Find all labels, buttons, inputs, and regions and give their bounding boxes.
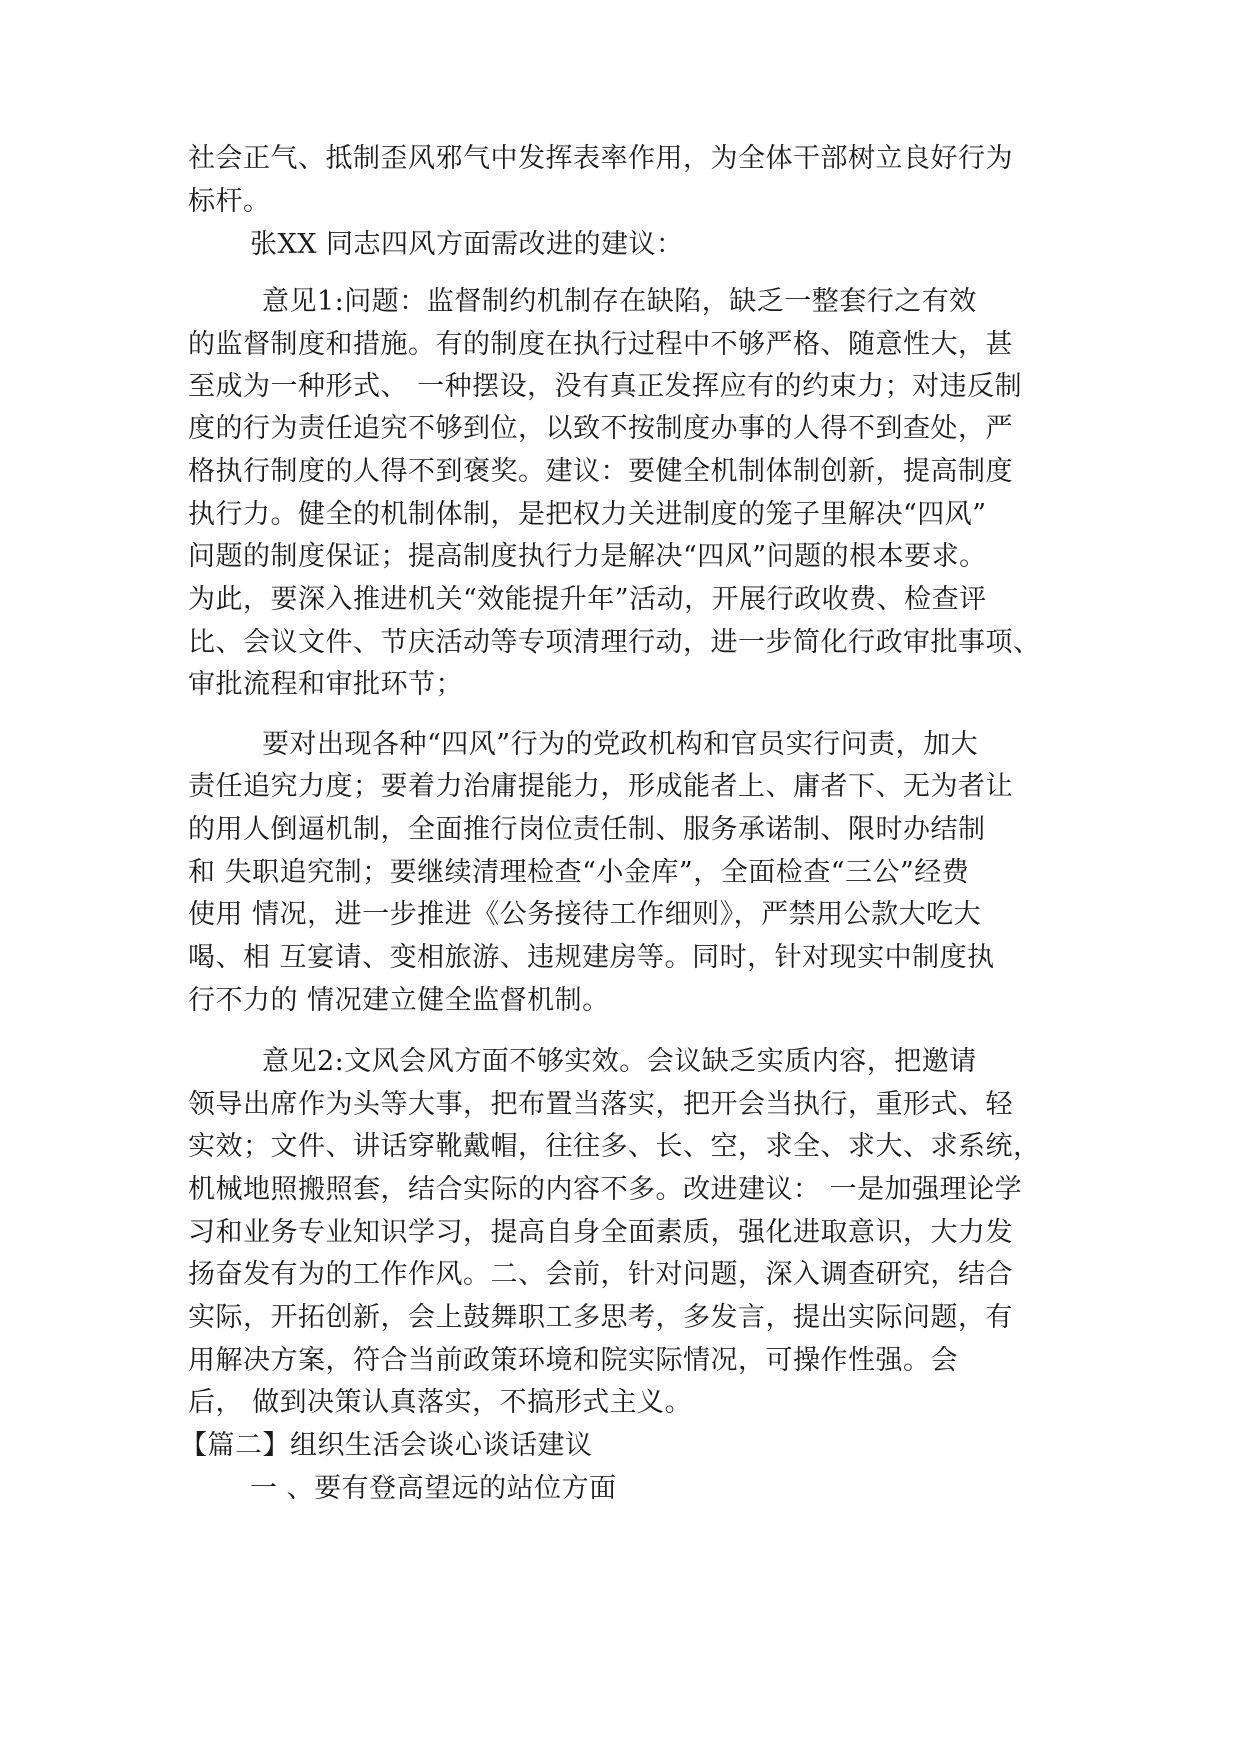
paragraph-line: 至成为一种形式、 一种摆设，没有真正发挥应有的约束力；对违反制: [188, 371, 1023, 402]
paragraph-line: 的监督制度和措施。有的制度在执行过程中不够严格、随意性大，甚: [188, 329, 1013, 360]
paragraph-line: 用解决方案，符合当前政策环境和院实际情况，可操作性强。会: [188, 1345, 958, 1376]
paragraph-line: 要对出现各种“四风”行为的党政机构和官员实行问责，加大: [262, 729, 979, 760]
section-heading: 【篇二】组织生活会谈心谈话建议: [180, 1430, 593, 1461]
paragraph-line: 实际，开拓创新，会上鼓舞职工多思考，多发言，提出实际问题，有: [188, 1302, 1013, 1333]
paragraph-line: 实效；文件、讲话穿靴戴帽，往往多、长、空，求全、求大、求系统，: [188, 1131, 1041, 1162]
paragraph-line: 审批流程和审批环节；: [188, 669, 463, 700]
paragraph-line: 行不力的 情况建立健全监督机制。: [188, 985, 610, 1016]
paragraph-line: 比、会议文件、节庆活动等专项清理行动，进一步简化行政审批事项、: [188, 627, 1041, 658]
paragraph-line: 度的行为责任追究不够到位，以致不按制度办事的人得不到查处，严: [188, 413, 1013, 444]
subsection-heading: 一 、要有登高望远的站位方面: [250, 1473, 617, 1504]
paragraph-line: 为此，要深入推进机关“效能提升年”活动，开展行政收费、检查评: [188, 584, 987, 615]
paragraph-line: 执行力。健全的机制体制，是把权力关进制度的笼子里解决“四风”: [188, 499, 987, 530]
paragraph-line: 机械地照搬照套，结合实际的内容不多。改进建议： 一是加强理论学: [188, 1174, 1023, 1205]
paragraph-line: 喝、相 互宴请、变相旅游、违规建房等。同时，针对现实中制度执: [188, 942, 995, 973]
paragraph-line: 领导出席作为头等大事，把布置当落实，把开会当执行，重形式、轻: [188, 1089, 1013, 1120]
paragraph-line: 扬奋发有为的工作作风。二、会前，针对问题，深入调查研究，结合: [188, 1259, 1013, 1290]
section-subtitle: 张XX 同志四风方面需改进的建议：: [250, 229, 684, 260]
paragraph-line: 意见2:文风会风方面不够实效。会议缺乏实质内容，把邀请: [262, 1046, 977, 1077]
paragraph-line: 格执行制度的人得不到褒奖。建议：要健全机制体制创新，提高制度: [188, 456, 1013, 487]
paragraph-line: 标杆。: [188, 186, 271, 217]
paragraph-line: 后， 做到决策认真落实，不搞形式主义。: [188, 1387, 693, 1418]
paragraph-line: 使用 情况，进一步推进《公务接待工作细则》，严禁用公款大吃大: [188, 899, 982, 930]
paragraph-line: 和 失职追究制；要继续清理检查“小金库”，全面检查“三公”经费: [188, 857, 970, 888]
paragraph-line: 的用人倒逼机制，全面推行岗位责任制、服务承诺制、限时办结制: [188, 814, 986, 845]
paragraph-line: 意见1:问题：监督制约机制存在缺陷，缺乏一整套行之有效: [262, 286, 977, 317]
paragraph-line: 责任追究力度；要着力治庸提能力，形成能者上、庸者下、无为者让: [188, 771, 1013, 802]
paragraph-line: 问题的制度保证；提高制度执行力是解决“四风”问题的根本要求。: [188, 541, 987, 572]
paragraph-line: 习和业务专业知识学习，提高自身全面素质，强化进取意识，大力发: [188, 1217, 1013, 1248]
paragraph-line: 社会正气、抵制歪风邪气中发挥表率作用，为全体干部树立良好行为: [188, 143, 1013, 174]
